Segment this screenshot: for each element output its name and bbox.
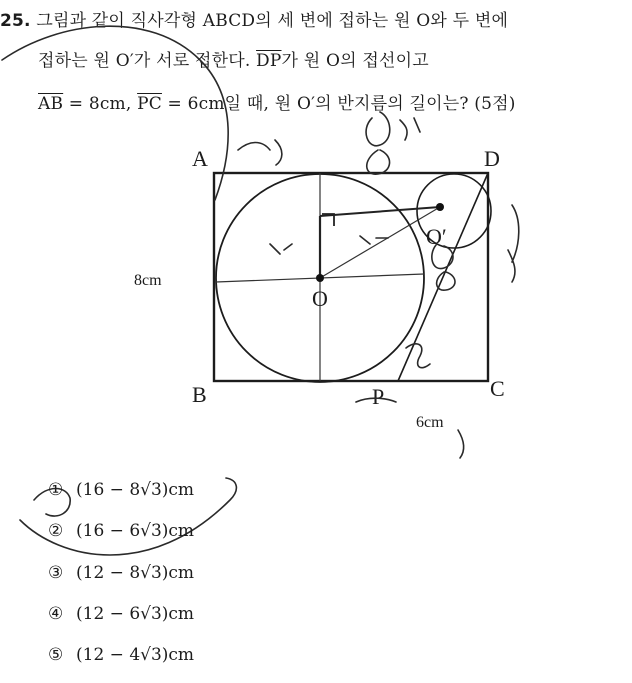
- center-label-o: O: [312, 286, 328, 311]
- choice-5-mark: ⑤: [48, 645, 64, 665]
- side-label-pc: 6cm: [416, 414, 444, 431]
- question-text-2a: 접하는 원 O′가 서로 접한다.: [38, 51, 257, 71]
- handwritten-annotations: [2, 26, 519, 555]
- pen-eight-top: [366, 112, 390, 174]
- vertex-label-a: A: [192, 146, 208, 171]
- center-o-prime-dot: [436, 203, 444, 211]
- pen-eight-right: [432, 245, 455, 290]
- choice-3[interactable]: [48, 563, 194, 583]
- question-text-3a: = 8cm,: [63, 94, 138, 114]
- center-o-dot: [316, 274, 324, 282]
- center-line-oo-prime: [320, 207, 440, 278]
- pen-arc-top: [2, 26, 228, 200]
- choice-1-mark: ①: [48, 480, 64, 500]
- vertex-label-b: B: [192, 382, 207, 407]
- choice-3-mark: ③: [48, 563, 64, 583]
- segment-ab: $\overline{AB}$: [38, 94, 64, 114]
- pen-scribble-top: [400, 118, 420, 140]
- choice-1[interactable]: [48, 480, 194, 500]
- question-text-1: 그림과 같이 직사각형 ABCD의 세 변에 접하는 원 O와 두 변에: [36, 11, 509, 31]
- question-text-3b: = 6cm일 때, 원 O′의 반지름의 길이는? (5점): [161, 94, 516, 114]
- choice-4-mark: ④: [48, 604, 64, 624]
- choice-4-text: (12 − 6√3)cm: [76, 604, 195, 624]
- segment-dp: $\overline{DP}$: [256, 51, 282, 71]
- choice-5-text: (12 − 4√3)cm: [76, 645, 195, 665]
- pen-eight-far-right: [508, 205, 519, 282]
- choice-1-text: (16 − 8√3)cm: [76, 480, 195, 500]
- center-label-o-prime: O′: [426, 224, 447, 249]
- pen-hook-pc: [458, 430, 464, 458]
- choice-2-mark: ②: [48, 521, 64, 541]
- choice-3-text: (12 − 8√3)cm: [76, 563, 195, 583]
- choice-2[interactable]: [48, 521, 194, 541]
- pen-scribble-left: [238, 140, 282, 165]
- choice-5[interactable]: [48, 645, 194, 665]
- point-label-p: P: [372, 384, 385, 409]
- pen-marks-center: [270, 236, 388, 254]
- vertex-label-d: D: [484, 146, 500, 171]
- segment-pc: $\overline{PC}$: [137, 94, 162, 114]
- choice-4[interactable]: [48, 604, 194, 624]
- choice-2-text: (16 − 6√3)cm: [76, 521, 195, 541]
- question-number: 25.: [0, 11, 31, 31]
- side-label-ab: 8cm: [134, 272, 162, 289]
- helper-line: [320, 207, 440, 216]
- tangent-line-dp: [398, 173, 488, 381]
- vertex-label-c: C: [490, 376, 505, 401]
- question-text-2b: 가 원 O의 접선이고: [281, 51, 429, 71]
